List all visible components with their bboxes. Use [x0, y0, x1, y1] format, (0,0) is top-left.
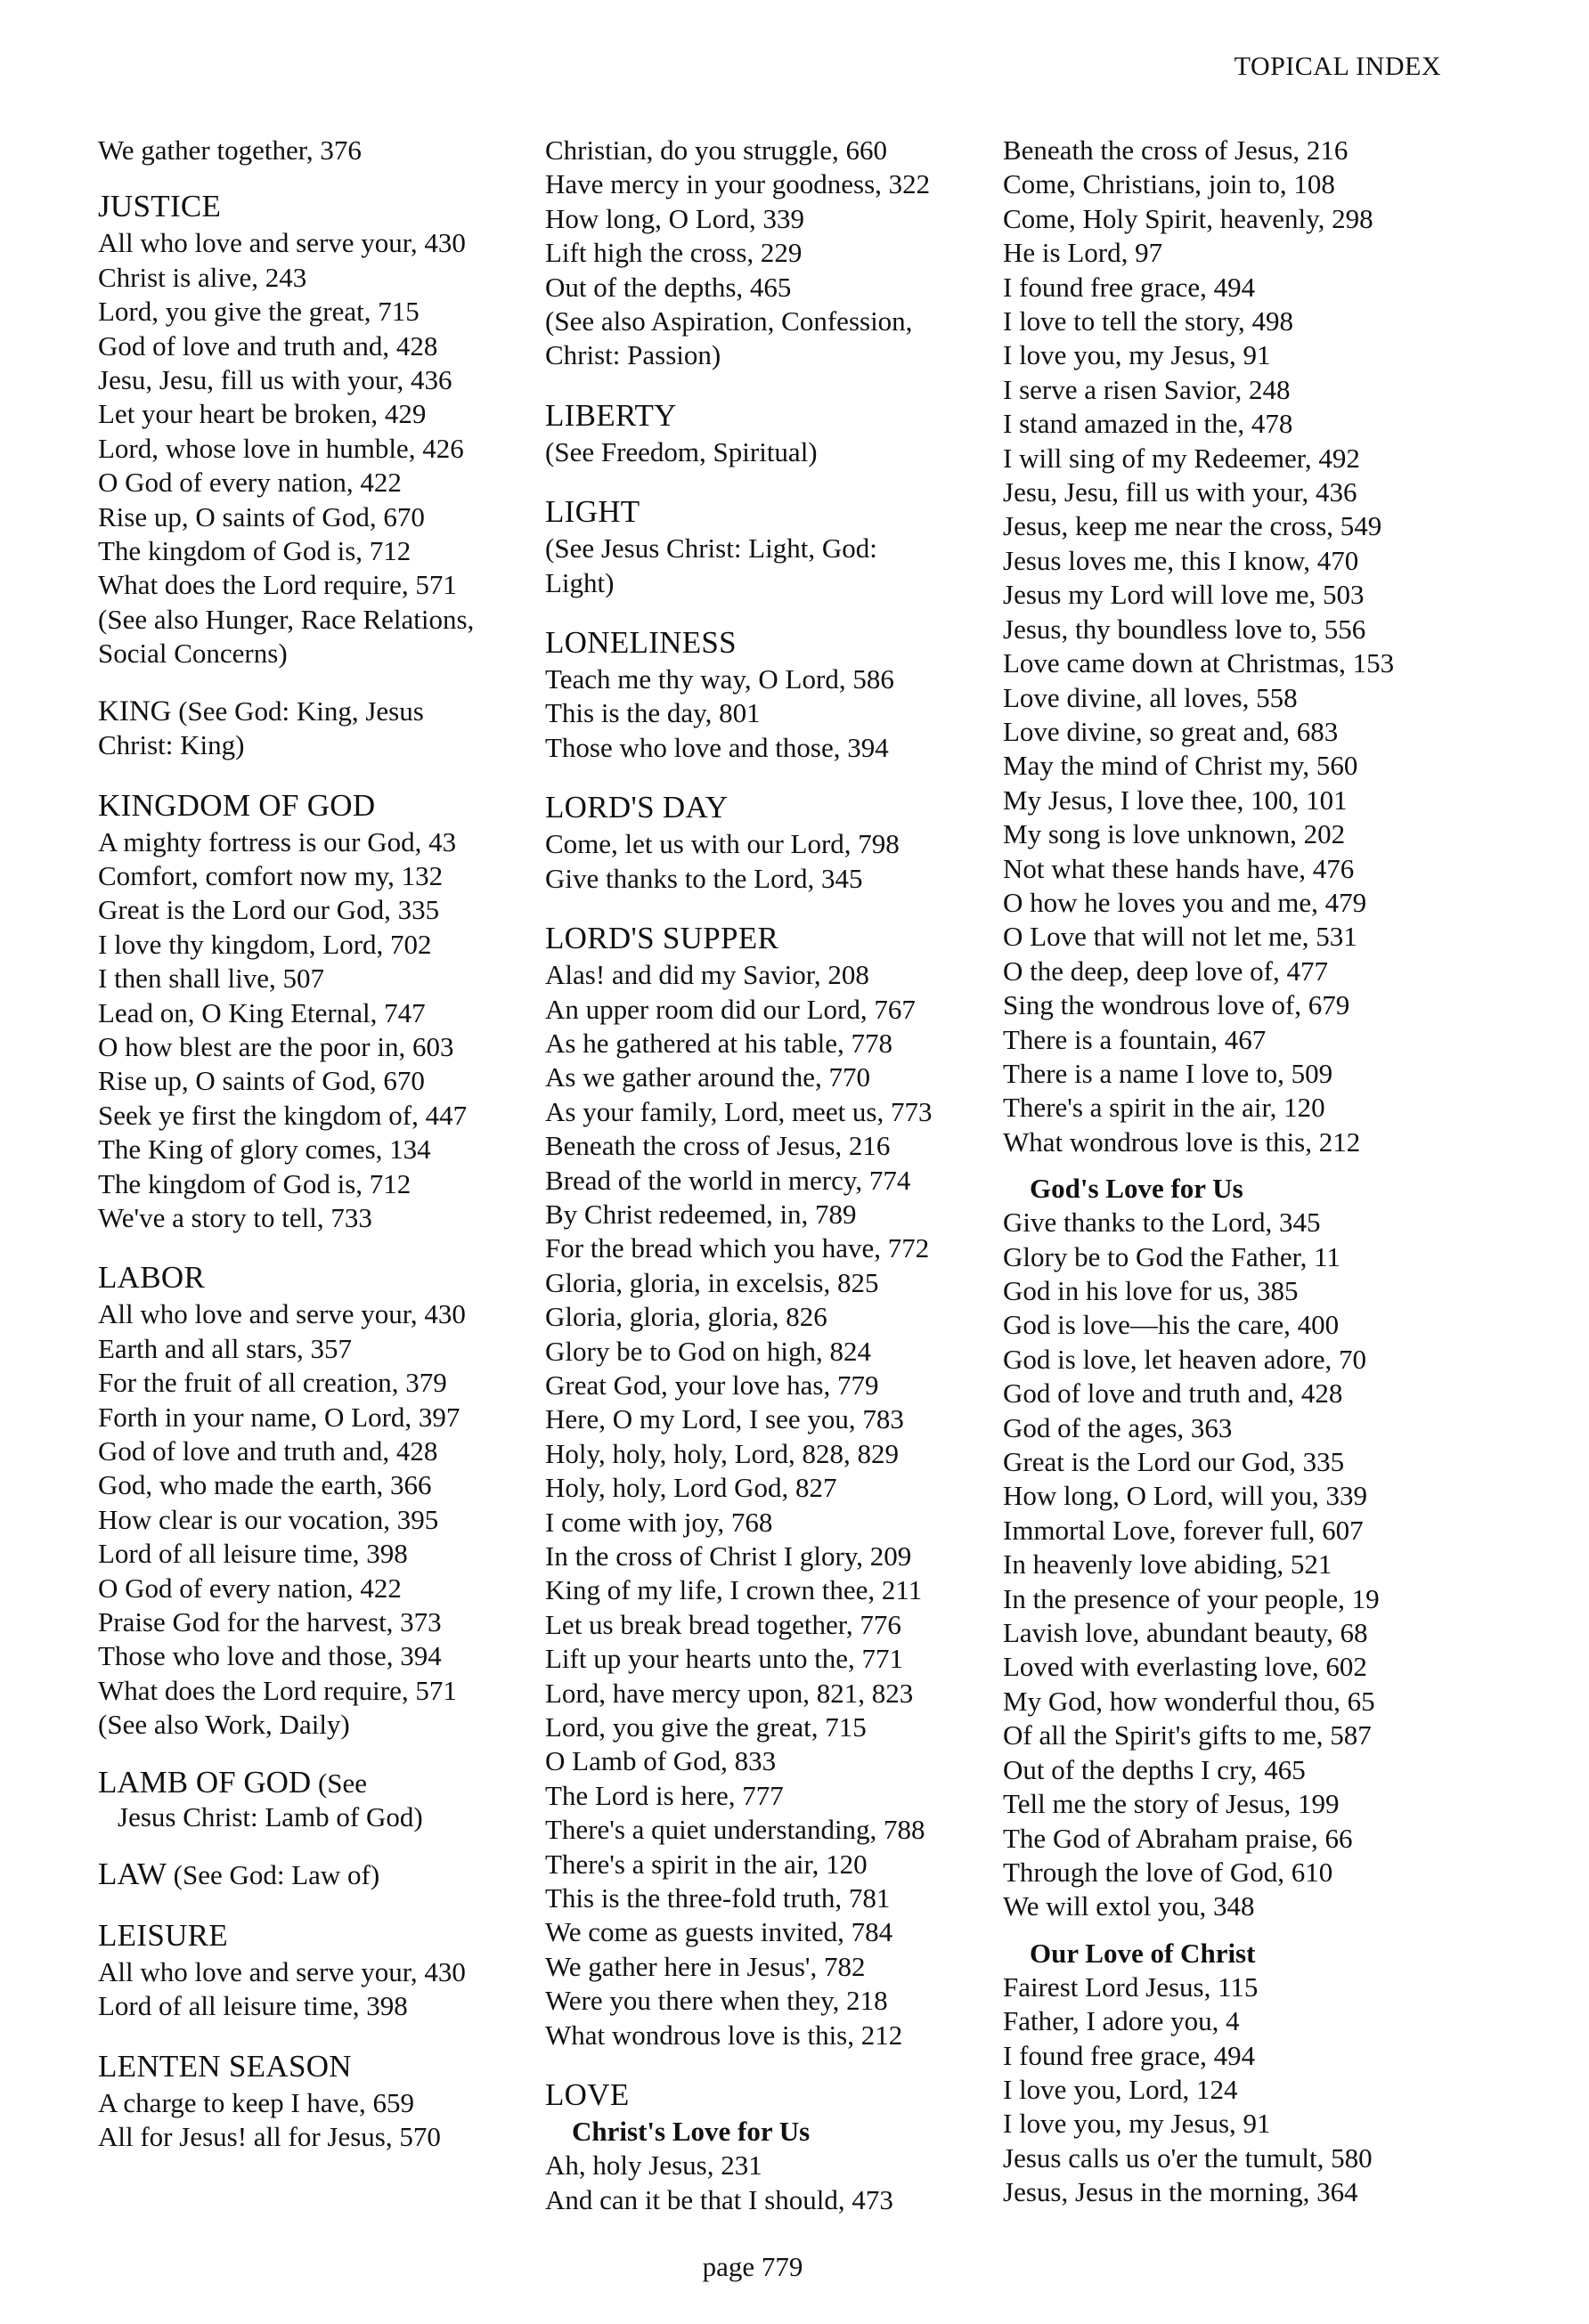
index-entry: Rise up, O saints of God, 670: [98, 1065, 425, 1097]
index-entry: The King of glory comes, 134: [98, 1134, 431, 1166]
index-entry: We come as guests invited, 784: [545, 1916, 893, 1948]
index-entry: Gloria, gloria, gloria, 826: [545, 1301, 827, 1333]
index-entry: God of the ages, 363: [1003, 1411, 1233, 1443]
index-entry: Immortal Love, forever full, 607: [1003, 1514, 1364, 1546]
index-entry: All for Jesus! all for Jesus, 570: [98, 2121, 441, 2153]
index-entry: Beneath the cross of Jesus, 216: [545, 1130, 891, 1162]
index-entry: Lord, you give the great, 715: [98, 296, 420, 328]
index-entry: As we gather around the, 770: [545, 1061, 871, 1093]
index-entry: My song is love unknown, 202: [1003, 818, 1346, 850]
index-entry: How long, O Lord, 339: [545, 202, 805, 234]
index-entry: What wondrous love is this, 212: [1003, 1125, 1361, 1158]
index-entry: We've a story to tell, 733: [98, 1201, 372, 1233]
topic-entries-kingdom-of-god: [98, 825, 526, 1236]
index-entry: Earth and all stars, 357: [98, 1332, 352, 1364]
index-entry: Come, Holy Spirit, heavenly, 298: [1003, 202, 1373, 234]
index-entry: O Love that will not let me, 531: [1003, 921, 1357, 953]
index-entry: There's a spirit in the air, 120: [545, 1848, 868, 1880]
index-entry: Out of the depths I cry, 465: [1003, 1753, 1306, 1785]
index-entry: Glory be to God on high, 824: [545, 1335, 871, 1367]
index-entry: There is a name I love to, 509: [1003, 1057, 1333, 1089]
index-entry: Loved with everlasting love, 602: [1003, 1651, 1367, 1683]
index-entry: Father, I adore you, 4: [1003, 2005, 1240, 2037]
index-entry: What does the Lord require, 571: [98, 569, 457, 601]
index-entry: I love you, my Jesus, 91: [1003, 339, 1271, 371]
index-entry: Great is the Lord our God, 335: [98, 894, 440, 926]
index-entry: Jesus my Lord will love me, 503: [1003, 579, 1365, 611]
index-entry: (See also Work, Daily): [98, 1709, 350, 1741]
index-entry: What wondrous love is this, 212: [545, 2019, 903, 2051]
index-entry: O Lamb of God, 833: [545, 1745, 777, 1777]
index-entry: Jesus, keep me near the cross, 549: [1003, 510, 1382, 542]
index-entry: There's a spirit in the air, 120: [1003, 1092, 1325, 1124]
index-entry: All who love and serve your, 430: [98, 1955, 466, 1987]
index-entry: I found free grace, 494: [1003, 2039, 1256, 2071]
index-entry: We gather together, 376: [98, 134, 362, 166]
topic-entries-liberty: [545, 435, 999, 469]
index-entry: How clear is our vocation, 395: [98, 1503, 439, 1535]
topic-heading-labor: LABOR: [98, 1260, 206, 1296]
lamb-cross-reference-cont: Jesus Christ: Lamb of God): [118, 1801, 423, 1833]
index-entry: The God of Abraham praise, 66: [1003, 1822, 1353, 1854]
index-entry: I will sing of my Redeemer, 492: [1003, 442, 1360, 474]
index-entry: A charge to keep I have, 659: [98, 2086, 414, 2118]
topic-entries-lords-day: [545, 827, 999, 896]
index-entry: Forth in your name, O Lord, 397: [98, 1401, 460, 1433]
index-entry: Jesu, Jesu, fill us with your, 436: [1003, 476, 1357, 508]
index-entry: Jesus, thy boundless love to, 556: [1003, 613, 1366, 645]
topic-heading-light: LIGHT: [545, 494, 640, 530]
index-entry: Jesus loves me, this I know, 470: [1003, 544, 1359, 576]
index-entry: Great God, your love has, 779: [545, 1369, 879, 1401]
index-entry: The Lord is here, 777: [545, 1779, 784, 1811]
topic-entries-our-love: [1003, 1971, 1475, 2210]
index-entry: Lord, whose love in humble, 426: [98, 432, 464, 464]
index-entry: I love you, Lord, 124: [1003, 2073, 1238, 2105]
index-entry: Out of the depths, 465: [545, 271, 792, 303]
index-entry: Have mercy in your goodness, 322: [545, 168, 931, 200]
index-entry: Were you there when they, 218: [545, 1985, 888, 2017]
index-entry: O God of every nation, 422: [98, 1572, 402, 1604]
index-entry: O how blest are the poor in, 603: [98, 1030, 454, 1062]
index-entry: Through the love of God, 610: [1003, 1856, 1333, 1888]
index-column-2: [545, 134, 999, 2217]
subtopic-our-love-of-christ: Our Love of Christ: [1030, 1937, 1256, 1969]
index-entry: There's a quiet understanding, 788: [545, 1814, 925, 1846]
index-entry: (See also Hunger, Race Relations,: [98, 603, 475, 635]
index-entry: May the mind of Christ my, 560: [1003, 750, 1358, 782]
index-entry: Social Concerns): [98, 638, 288, 670]
index-entry: Seek ye first the kingdom of, 447: [98, 1099, 468, 1131]
index-entry: In the presence of your people, 19: [1003, 1582, 1380, 1614]
index-entry: God, who made the earth, 366: [98, 1469, 432, 1501]
index-entry: Those who love and those, 394: [545, 731, 889, 763]
topic-entries-lords-supper: [545, 958, 999, 2052]
index-entry: God of love and truth and, 428: [1003, 1377, 1343, 1410]
index-entry: Beneath the cross of Jesus, 216: [1003, 134, 1349, 166]
index-entry: Tell me the story of Jesus, 199: [1003, 1788, 1340, 1820]
king-cross-reference: (See God: King, Jesus: [171, 695, 424, 727]
index-entry: And can it be that I should, 473: [545, 2183, 893, 2215]
index-entry: Lift high the cross, 229: [545, 237, 803, 269]
index-entry: By Christ redeemed, in, 789: [545, 1198, 857, 1230]
index-entry: Great is the Lord our God, 335: [1003, 1446, 1345, 1478]
index-entry: Alas! and did my Savior, 208: [545, 959, 869, 991]
index-entry: (See Freedom, Spiritual): [545, 435, 818, 467]
index-entry: Gloria, gloria, in excelsis, 825: [545, 1266, 879, 1298]
index-column-1: [98, 134, 526, 2155]
index-entry: God in his love for us, 385: [1003, 1275, 1299, 1306]
law-cross-reference: (See God: Law of): [166, 1859, 380, 1891]
index-entry: The kingdom of God is, 712: [98, 1167, 412, 1199]
index-entry: I love thy kingdom, Lord, 702: [98, 928, 432, 960]
topic-entries-leisure: [98, 1955, 526, 2024]
topic-heading-love: LOVE: [545, 2077, 630, 2113]
index-entry: O the deep, deep love of, 477: [1003, 955, 1328, 987]
index-entry: All who love and serve your, 430: [98, 227, 466, 259]
index-entry: In the cross of Christ I glory, 209: [545, 1540, 912, 1572]
index-entry: Come, let us with our Lord, 798: [545, 828, 900, 860]
index-entry: An upper room did our Lord, 767: [545, 993, 916, 1025]
index-entry: There is a fountain, 467: [1003, 1023, 1267, 1055]
index-entry: Lord of all leisure time, 398: [98, 1538, 408, 1570]
topic-heading-law: LAW: [98, 1857, 167, 1892]
index-entry: God of love and truth and, 428: [98, 1435, 438, 1467]
index-entry: (See also Aspiration, Confession,: [545, 305, 913, 337]
topic-entries-lenten-season: [98, 2086, 526, 2155]
index-entry: Teach me thy way, O Lord, 586: [545, 663, 894, 695]
index-entry: We gather here in Jesus', 782: [545, 1950, 866, 1982]
index-entry: Give thanks to the Lord, 345: [1003, 1207, 1321, 1239]
index-entry: I love you, my Jesus, 91: [1003, 2108, 1271, 2140]
index-entry: Lord, have mercy upon, 821, 823: [545, 1677, 914, 1709]
topic-entries-continued: [545, 134, 999, 373]
index-entry: (See Jesus Christ: Light, God:: [545, 532, 877, 565]
topic-entries-gods-love: [1003, 1206, 1475, 1924]
index-entry: Those who love and those, 394: [98, 1640, 442, 1672]
index-entry: Love divine, so great and, 683: [1003, 715, 1339, 747]
topic-entries-christs-love: [545, 2149, 999, 2217]
index-entry: Sing the wondrous love of, 679: [1003, 989, 1350, 1021]
topic-heading-justice: JUSTICE: [98, 189, 222, 224]
index-entry: Bread of the world in mercy, 774: [545, 1164, 911, 1196]
subtopic-gods-love-for-us: God's Love for Us: [1030, 1173, 1243, 1205]
topic-lamb-of-god: [98, 1766, 526, 1800]
index-entry: Light): [545, 566, 615, 598]
index-entry: Lavish love, abundant beauty, 68: [1003, 1617, 1368, 1649]
index-entry: Not what these hands have, 476: [1003, 852, 1355, 884]
index-entry: God of love and truth and, 428: [98, 329, 438, 362]
index-entry: How long, O Lord, will you, 339: [1003, 1480, 1368, 1512]
index-entry: Love came down at Christmas, 153: [1003, 647, 1395, 679]
index-entry: I found free grace, 494: [1003, 271, 1256, 303]
index-entry: A mighty fortress is our God, 43: [98, 825, 457, 857]
index-entry: I come with joy, 768: [545, 1506, 773, 1538]
index-entry: As your family, Lord, meet us, 773: [545, 1095, 933, 1127]
index-entry: Here, O my Lord, I see you, 783: [545, 1403, 904, 1435]
index-entry: Holy, holy, Lord God, 827: [545, 1472, 837, 1504]
topic-heading-kingdom-of-god: KINGDOM OF GOD: [98, 787, 376, 823]
index-entry: Comfort, comfort now my, 132: [98, 859, 444, 891]
index-entry: Give thanks to the Lord, 345: [545, 862, 863, 894]
index-entry: Jesu, Jesu, fill us with your, 436: [98, 364, 452, 396]
topic-heading-lords-day: LORD'S DAY: [545, 790, 729, 825]
index-entry: Let us break bread together, 776: [545, 1608, 901, 1640]
index-entry: Christ is alive, 243: [98, 261, 307, 293]
index-entry: All who love and serve your, 430: [98, 1298, 466, 1330]
topic-heading-liberty: LIBERTY: [545, 397, 677, 433]
topic-heading-lenten-season: LENTEN SEASON: [98, 2048, 352, 2084]
index-entry: Lift up your hearts unto the, 771: [545, 1643, 904, 1675]
index-entry: The kingdom of God is, 712: [98, 535, 412, 567]
index-entry: I serve a risen Savior, 248: [1003, 373, 1291, 405]
index-entry: For the fruit of all creation, 379: [98, 1367, 447, 1399]
topic-heading-leisure: LEISURE: [98, 1917, 228, 1953]
index-entry: Praise God for the harvest, 373: [98, 1606, 442, 1638]
index-entry: God is love, let heaven adore, 70: [1003, 1343, 1367, 1375]
index-entry: Come, Christians, join to, 108: [1003, 168, 1335, 200]
king-cross-reference-cont: Christ: King): [98, 729, 245, 761]
index-entry: Let your heart be broken, 429: [98, 398, 427, 430]
index-entry: Rise up, O saints of God, 670: [98, 500, 425, 532]
index-entry: Holy, holy, holy, Lord, 828, 829: [545, 1437, 899, 1469]
index-entry: My God, how wonderful thou, 65: [1003, 1685, 1375, 1717]
topic-heading-lamb-of-god: LAMB OF GOD: [98, 1764, 312, 1800]
index-entry: Fairest Lord Jesus, 115: [1003, 1971, 1259, 2003]
index-entry: I stand amazed in the, 478: [1003, 408, 1293, 440]
index-entry: Of all the Spirit's gifts to me, 587: [1003, 1719, 1372, 1751]
index-entry: This is the three-fold truth, 781: [545, 1882, 891, 1914]
topic-law: [98, 1857, 526, 1892]
index-entry: Love divine, all loves, 558: [1003, 681, 1298, 713]
index-entry: He is Lord, 97: [1003, 237, 1163, 269]
index-entry: My Jesus, I love thee, 100, 101: [1003, 784, 1348, 816]
running-head: TOPICAL INDEX: [1234, 52, 1441, 81]
subtopic-christs-love-for-us: Christ's Love for Us: [572, 2116, 811, 2148]
index-entry: King of my life, I crown thee, 211: [545, 1574, 923, 1606]
index-entry: God is love—his the care, 400: [1003, 1309, 1340, 1341]
topic-king: [98, 695, 526, 728]
lamb-cross-reference: (See: [311, 1767, 368, 1799]
index-column-3: [1003, 134, 1475, 2210]
index-entry: Jesus calls us o'er the tumult, 580: [1003, 2141, 1373, 2174]
index-entry: Ah, holy Jesus, 231: [545, 2149, 762, 2182]
topic-entries-labor: [98, 1297, 526, 1742]
index-entry: Lord, you give the great, 715: [545, 1711, 867, 1743]
index-entry: Jesus, Jesus in the morning, 364: [1003, 2176, 1358, 2208]
topic-heading-lords-supper: LORD'S SUPPER: [545, 921, 779, 956]
index-entry: I love to tell the story, 498: [1003, 305, 1294, 337]
index-entry: I then shall live, 507: [98, 963, 324, 995]
index-entry: Glory be to God the Father, 11: [1003, 1240, 1341, 1272]
index-entry: O God of every nation, 422: [98, 467, 402, 499]
index-entry: Christ: Passion): [545, 339, 721, 371]
index-entry: In heavenly love abiding, 521: [1003, 1548, 1332, 1580]
index-entry: What does the Lord require, 571: [98, 1674, 457, 1706]
index-entry: O how he loves you and me, 479: [1003, 886, 1367, 918]
index-entry: Lead on, O King Eternal, 747: [98, 996, 426, 1028]
topic-entries-christs-love-continued: [1003, 134, 1475, 1159]
topic-entries-light: [545, 532, 999, 600]
topic-heading-loneliness: LONELINESS: [545, 625, 737, 661]
index-entry: For the bread which you have, 772: [545, 1232, 930, 1264]
index-entry: We will extol you, 348: [1003, 1890, 1255, 1922]
topic-entries-justice: [98, 226, 526, 670]
index-entry: Christian, do you struggle, 660: [545, 134, 888, 166]
index-entry: Lord of all leisure time, 398: [98, 1990, 408, 2022]
topic-heading-king: KING: [98, 695, 172, 727]
topic-entries-loneliness: [545, 662, 999, 765]
index-entry: As he gathered at his table, 778: [545, 1027, 892, 1059]
index-entry: This is the day, 801: [545, 697, 761, 729]
page-number: page 779: [702, 2251, 803, 2282]
